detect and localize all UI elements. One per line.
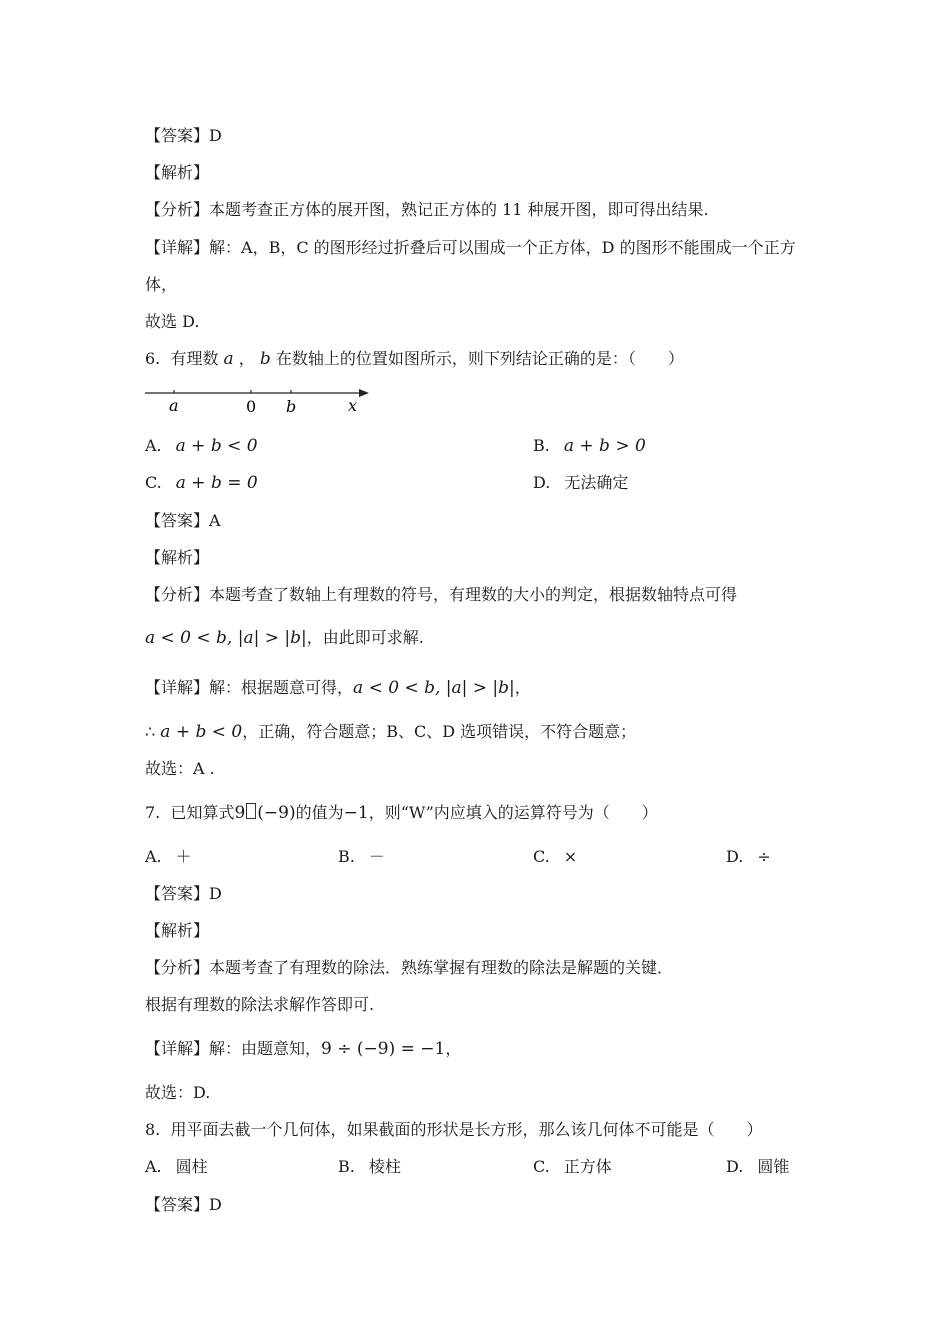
q7-option-c: [533, 846, 577, 868]
q7-xiangjie: [145, 1038, 461, 1060]
q5-choose: 故选 D.: [145, 312, 200, 331]
expr-post: (−9): [257, 803, 296, 823]
option-label: D.: [533, 473, 551, 492]
fenxi-text: 本题考查了有理数的除法．熟练掌握有理数的除法是解题的关键．: [209, 958, 674, 977]
var-a: a: [223, 349, 234, 369]
label-b: b: [286, 397, 297, 416]
answer-value: D: [209, 126, 222, 145]
label-x: x: [348, 396, 358, 415]
question-number: 7.: [145, 803, 161, 822]
xiangjie-text: 解：由题意知，: [209, 1039, 322, 1058]
q8-option-b: [338, 1156, 401, 1178]
q7-stem: [145, 802, 658, 824]
q5-xiangjie: [145, 237, 796, 259]
option-label: B.: [338, 1157, 355, 1176]
stem-text: 有理数: [170, 349, 219, 368]
option-text: －: [368, 847, 385, 866]
q7-choose: 故选：D.: [145, 1083, 211, 1102]
missing-symbol-box: [246, 803, 256, 819]
q7-option-a: [145, 846, 192, 868]
answer-tag: 【答案】: [145, 1195, 210, 1214]
option-label: A.: [145, 436, 162, 455]
q7-option-b: [338, 846, 385, 868]
option-text: 无法确定: [564, 473, 629, 492]
q8-option-c: [533, 1156, 612, 1178]
q7-fenxi-cont: 根据有理数的除法求解作答即可.: [145, 995, 375, 1014]
option-label: D.: [726, 1157, 744, 1176]
option-label: C.: [533, 847, 550, 866]
q7-answer: [145, 883, 222, 905]
q6-option-c: [145, 472, 258, 494]
number-line-arrow: [359, 389, 369, 397]
q6-option-d: [533, 472, 628, 494]
option-text: 圆柱: [175, 1157, 208, 1176]
answer-value: A: [209, 511, 221, 530]
option-label: C.: [533, 1157, 550, 1176]
answer-value: D: [209, 1195, 222, 1214]
q6-fenxi-cont: [145, 627, 424, 649]
q8-option-a: [145, 1156, 208, 1178]
option-text: ÷: [757, 847, 771, 866]
fenxi-math: a < 0 < b, |a| > |b|: [145, 628, 307, 648]
q6-xiangjie: [145, 677, 531, 699]
q5-xiangjie-cont: 体，: [145, 275, 178, 294]
option-text: 正方体: [563, 1157, 612, 1176]
question-number: 8.: [145, 1120, 161, 1139]
answer-tag: 【答案】: [145, 511, 210, 530]
xiangjie-text: 解：A，B，C 的图形经过折叠后可以围成一个正方体，D 的图形不能围成一个正方: [209, 238, 796, 257]
q6-option-b: [533, 435, 646, 457]
expr-pre: 9: [234, 803, 246, 823]
option-math: a + b < 0: [175, 436, 258, 456]
q8-answer: [145, 1194, 222, 1216]
option-label: B.: [338, 847, 355, 866]
fenxi-tag: 【分析】: [145, 585, 210, 604]
xiangjie-math: a < 0 < b, |a| > |b|: [353, 678, 515, 698]
q5-jiexi: 【解析】: [145, 163, 210, 182]
number-line-figure: [145, 384, 375, 420]
option-label: A.: [145, 1157, 162, 1176]
q6-jiexi: 【解析】: [145, 548, 210, 567]
q6-option-a: [145, 435, 258, 457]
q8-stem: [145, 1119, 762, 1141]
option-label: A.: [145, 847, 162, 866]
fenxi-text: ，由此即可求解.: [306, 628, 424, 647]
option-text: 圆锥: [757, 1157, 790, 1176]
xiangjie-text: 解：根据题意可得，: [209, 678, 354, 697]
q8-option-d: [726, 1156, 789, 1178]
stem-sep: ，: [238, 349, 255, 368]
therefore-symbol: ∴: [145, 722, 156, 741]
q7-jiexi: 【解析】: [145, 921, 210, 940]
option-text: ×: [563, 847, 578, 866]
xiangjie-math: 9 ÷ (−9) = −1: [321, 1039, 446, 1059]
stem-text: ，则“W”内应填入的运算符号为（ ）: [368, 803, 658, 822]
q6-stem: [145, 348, 684, 370]
xiangjie-text: ，: [514, 678, 531, 697]
therefore-text: ，正确，符合题意；B、C、D 选项错误，不符合题意；: [242, 722, 637, 741]
option-math: a + b > 0: [563, 436, 646, 456]
q6-choose: 故选：A .: [145, 759, 215, 778]
option-label: B.: [533, 436, 550, 455]
stem-text: 的值为: [295, 803, 344, 822]
var-b: b: [259, 349, 271, 369]
q7-option-d: [726, 846, 771, 868]
option-text: ＋: [175, 847, 192, 866]
q6-fenxi: [145, 584, 737, 606]
therefore-math: a + b < 0: [160, 722, 243, 742]
q7-fenxi: [145, 957, 673, 979]
label-zero: 0: [246, 397, 257, 416]
answer-value: D: [209, 884, 222, 903]
xiangjie-tag: 【详解】: [145, 1039, 210, 1058]
fenxi-tag: 【分析】: [145, 200, 210, 219]
fenxi-text: 本题考查正方体的展开图，熟记正方体的 11 种展开图，即可得出结果.: [209, 200, 709, 219]
option-math: a + b = 0: [175, 473, 258, 493]
answer-tag: 【答案】: [145, 884, 210, 903]
option-label: D.: [726, 847, 744, 866]
expr-value: −1: [343, 803, 369, 823]
stem-text: 用平面去截一个几何体，如果截面的形状是长方形，那么该几何体不可能是（ ）: [170, 1120, 763, 1139]
question-number: 6.: [145, 349, 161, 368]
option-label: C.: [145, 473, 162, 492]
stem-text: 已知算式: [170, 803, 235, 822]
option-text: 棱柱: [368, 1157, 401, 1176]
xiangjie-tag: 【详解】: [145, 678, 210, 697]
xiangjie-text: ，: [445, 1039, 462, 1058]
fenxi-tag: 【分析】: [145, 958, 210, 977]
answer-tag: 【答案】: [145, 126, 210, 145]
q6-therefore: [145, 721, 636, 743]
stem-text: 在数轴上的位置如图所示，则下列结论正确的是：（ ）: [275, 349, 684, 368]
q5-fenxi: [145, 199, 709, 221]
fenxi-text: 本题考查了数轴上有理数的符号，有理数的大小的判定，根据数轴特点可得: [209, 585, 738, 604]
q5-answer: [145, 125, 222, 147]
label-a: a: [169, 396, 179, 415]
q6-answer: [145, 510, 221, 532]
xiangjie-tag: 【详解】: [145, 238, 210, 257]
